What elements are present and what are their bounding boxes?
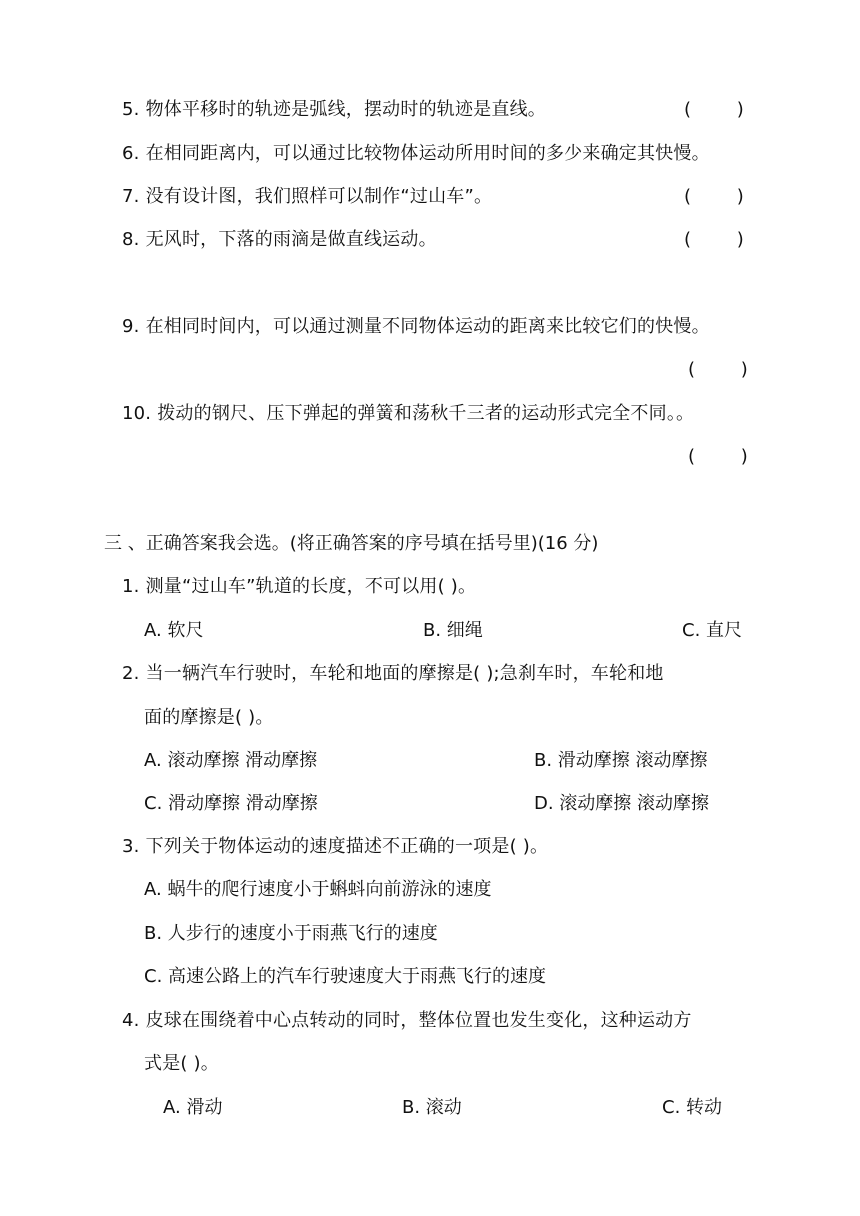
section-heading: 三 、正确答案我会选。(将正确答案的序号填在括号里)(16 分) [104, 533, 599, 554]
item-text: 无风时，下落的雨滴是做直线运动。 [145, 229, 437, 250]
item-text: 拨动的钢尺、压下弹起的弹簧和荡秋千三者的运动形式完全不同。。 [157, 403, 695, 424]
judge-item-6 [122, 142, 710, 166]
question-number: 2. [122, 663, 140, 684]
question-text: 当一辆汽车行驶时，车轮和地面的摩擦是( );急刹车时，车轮和地 [145, 663, 664, 684]
judge-item-9 [122, 315, 710, 339]
item-text: 在相同距离内，可以通过比较物体运动所用时间的多少来确定其快慢。 [145, 143, 710, 164]
answer-blank-7[interactable]: ( ) [684, 186, 744, 207]
judge-item-10 [122, 402, 694, 426]
option-b[interactable]: B. 滚动 [402, 1097, 462, 1118]
option-c[interactable]: C. 转动 [662, 1097, 723, 1118]
option-a[interactable]: A. 软尺 [144, 620, 204, 641]
question-text-continued: 面的摩擦是( )。 [144, 707, 274, 728]
question-text-continued: 式是( )。 [144, 1053, 219, 1074]
choice-question-4 [122, 1009, 692, 1033]
question-number: 3. [122, 836, 140, 857]
item-number: 8. [122, 229, 140, 250]
item-number: 10. [122, 403, 152, 424]
question-text: 皮球在围绕着中心点转动的同时，整体位置也发生变化，这种运动方 [145, 1010, 692, 1031]
question-number: 4. [122, 1010, 140, 1031]
question-number: 1. [122, 576, 140, 597]
option-a[interactable]: A. 滚动摩擦 滑动摩擦 [144, 750, 318, 771]
option-b[interactable]: B. 人步行的速度小于雨燕飞行的速度 [144, 923, 438, 944]
option-d[interactable]: D. 滚动摩擦 滚动摩擦 [534, 793, 710, 814]
answer-blank-5[interactable]: ( ) [684, 99, 744, 120]
item-number: 6. [122, 143, 140, 164]
item-text: 物体平移时的轨迹是弧线，摆动时的轨迹是直线。 [145, 99, 546, 120]
option-c[interactable]: C. 直尺 [682, 620, 743, 641]
option-c[interactable]: C. 滑动摩擦 滑动摩擦 [144, 793, 318, 814]
question-text: 下列关于物体运动的速度描述不正确的一项是( )。 [145, 836, 549, 857]
option-c[interactable]: C. 高速公路上的汽车行驶速度大于雨燕飞行的速度 [144, 966, 547, 987]
question-text: 测量“过山车”轨道的长度，不可以用( )。 [145, 576, 477, 597]
option-b[interactable]: B. 滑动摩擦 滚动摩擦 [534, 750, 708, 771]
option-a[interactable]: A. 滑动 [163, 1097, 223, 1118]
answer-blank-10[interactable]: ( ) [688, 446, 748, 467]
item-number: 5. [122, 99, 140, 120]
item-number: 7. [122, 186, 140, 207]
item-text: 没有设计图，我们照样可以制作“过山车”。 [145, 186, 493, 207]
answer-blank-9[interactable]: ( ) [688, 359, 748, 380]
item-text: 在相同时间内，可以通过测量不同物体运动的距离来比较它们的快慢。 [145, 316, 710, 337]
item-number: 9. [122, 316, 140, 337]
judge-item-8 [122, 228, 437, 252]
option-a[interactable]: A. 蜗牛的爬行速度小于蝌蚪向前游泳的速度 [144, 879, 492, 900]
option-b[interactable]: B. 细绳 [423, 620, 483, 641]
judge-item-7 [122, 185, 492, 209]
judge-item-5 [122, 98, 546, 122]
answer-blank-8[interactable]: ( ) [684, 229, 744, 250]
choice-question-3 [122, 835, 548, 859]
choice-question-2 [122, 662, 664, 686]
choice-question-1 [122, 575, 476, 599]
